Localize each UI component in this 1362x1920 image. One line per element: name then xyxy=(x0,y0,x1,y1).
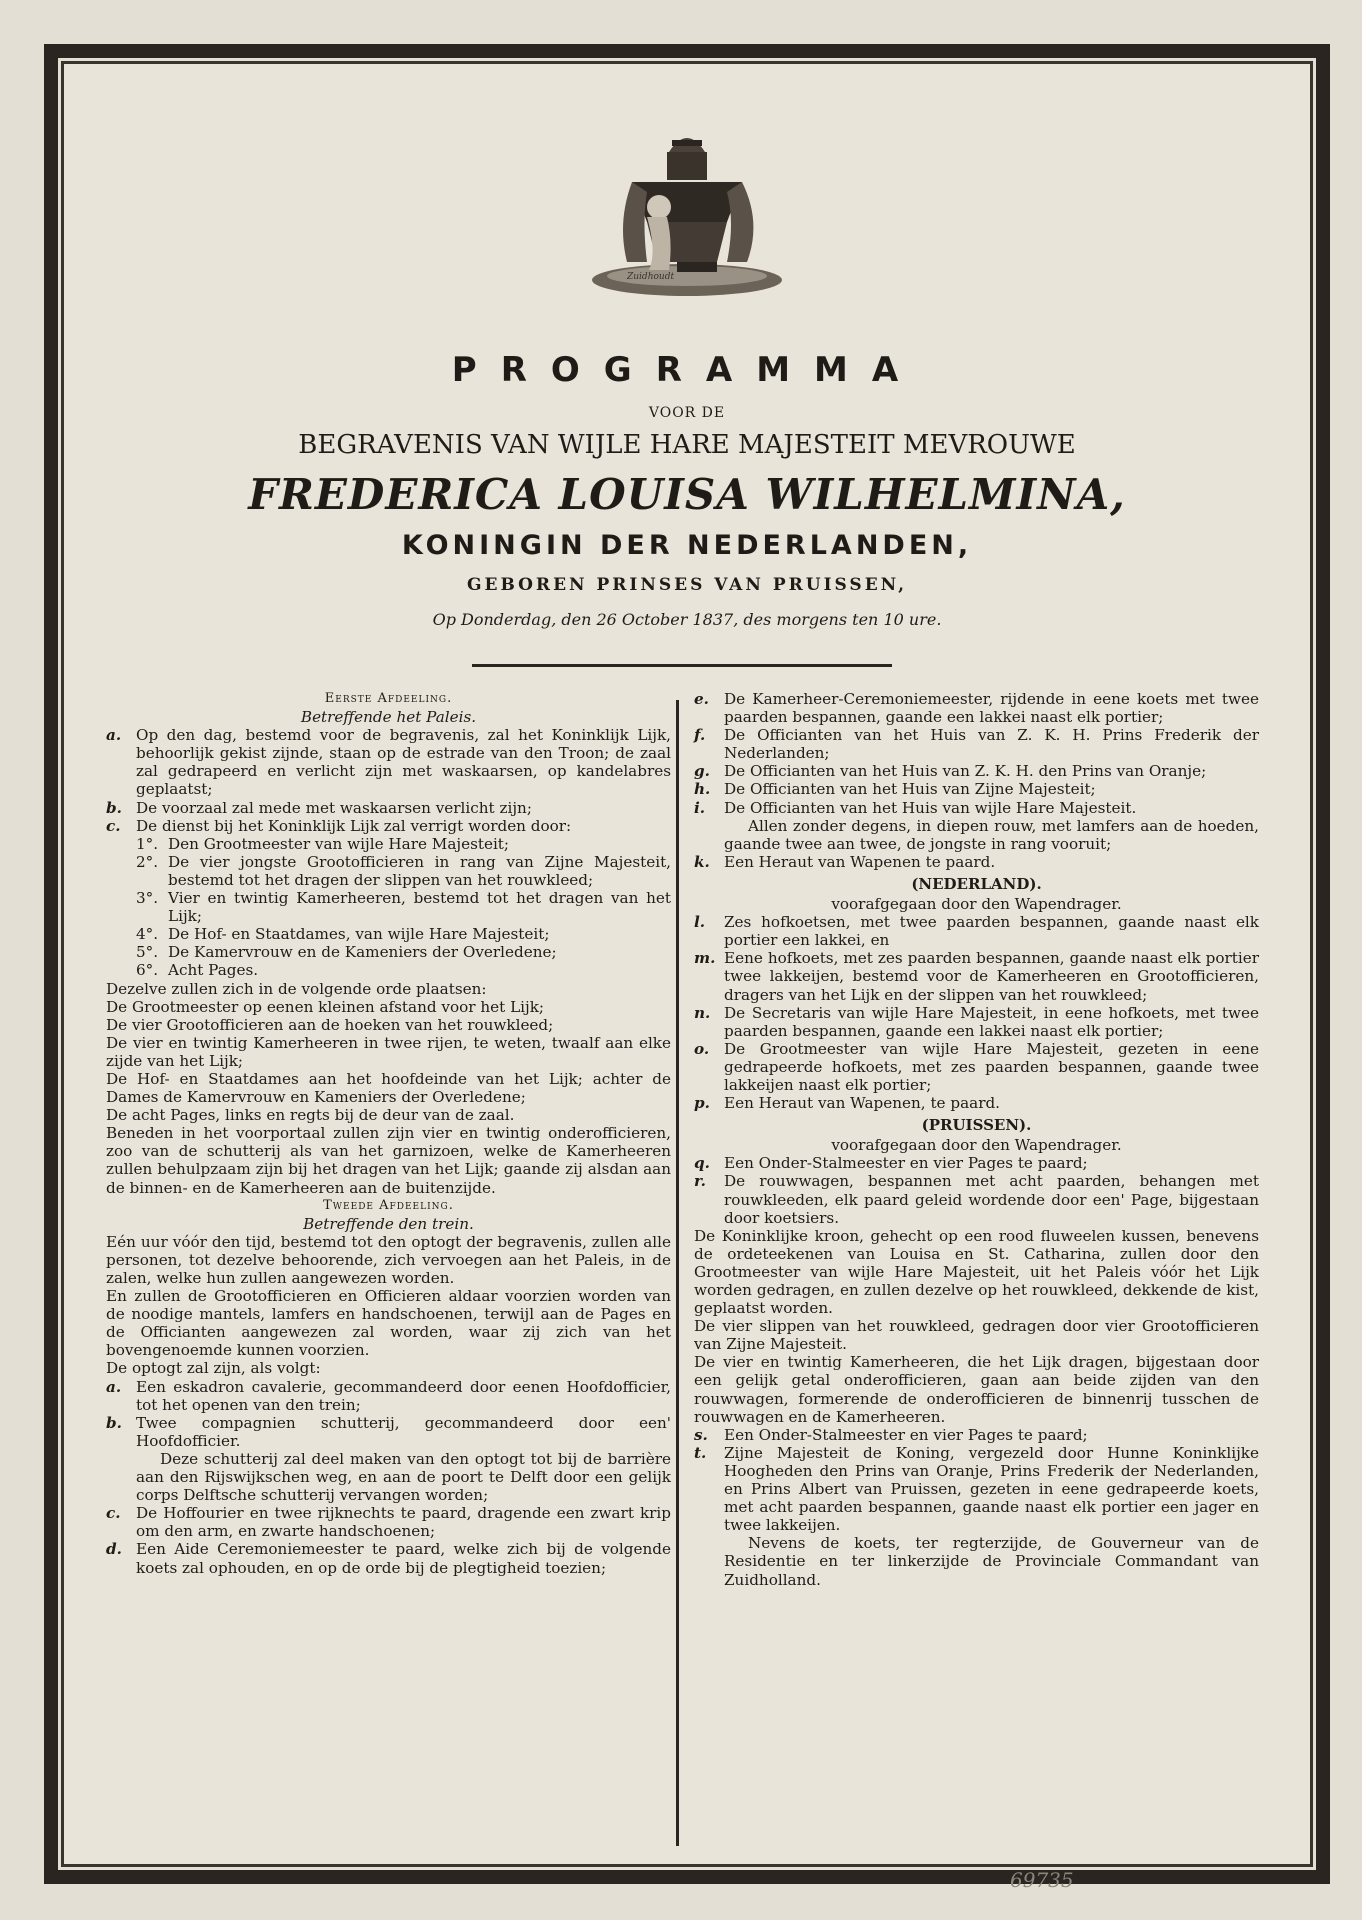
list-item xyxy=(694,762,1259,780)
item-label: a. xyxy=(106,1377,122,1396)
list-item xyxy=(106,1504,671,1540)
item-text: De Officianten van het Huis van Z. K. H. Prins Frederik der Nederlanden; xyxy=(724,726,1259,763)
item-text: Twee compagnien schutterij, gecommandeerd door een' Hoofdofficier. xyxy=(136,1413,671,1450)
paragraph: De Koninklijke kroon, gehecht op een rood fluweelen kussen, benevens de ordeteekenen van Louisa en St. Catharina, zullen door den Grootmeester van wijle Hare Majesteit, uit het Paleis vóór het Lijk worden gedragen, en zullen dezelve op het rouwkleed, dekkende de kist, geplaatst worden. xyxy=(694,1226,1259,1318)
item-text: De Officianten van het Huis van Z. K. H. den Prins van Oranje; xyxy=(724,762,1207,781)
list-item xyxy=(106,1540,671,1576)
right-column xyxy=(694,690,1259,1589)
title-programma: PROGRAMMA xyxy=(451,350,923,390)
sub-item-number: 5°. xyxy=(136,943,159,962)
item-text: Een Onder-Stalmeester en vier Pages te paard; xyxy=(724,1425,1088,1444)
item-label: s. xyxy=(694,1425,708,1444)
paragraph: De vier en twintig Kamerheeren in twee rijen, te weten, twaalf aan elke zijde van het Lijk; xyxy=(106,1033,671,1070)
item-text: Een Heraut van Wapenen te paard. xyxy=(724,852,996,871)
paragraph: De vier Grootofficieren aan de hoeken van het rouwkleed; xyxy=(106,1015,554,1034)
sub-item xyxy=(106,925,671,943)
section-1-title: Eerste Afdeeling. xyxy=(324,691,453,706)
section-1-subtitle: Betreffende het Paleis. xyxy=(300,708,477,727)
section-2-subtitle: Betreffende den trein. xyxy=(303,1214,474,1233)
item-text: De Hoffourier en twee rijknechts te paard, dragende een zwart krip om den arm, en zwarte handschoenen; xyxy=(136,1504,671,1541)
list-item xyxy=(106,726,671,798)
item-text: De Officianten van het Huis van Zijne Majesteit; xyxy=(724,780,1096,799)
title-divider xyxy=(472,664,892,667)
item-text: De voorzaal zal mede met waskaarsen verlicht zijn; xyxy=(136,798,532,817)
section-2-title: Tweede Afdeeling. xyxy=(323,1197,454,1213)
item-label: b. xyxy=(106,1413,122,1432)
item-label: a. xyxy=(106,726,122,745)
sub-item xyxy=(106,835,671,853)
sub-item xyxy=(106,853,671,889)
item-label: q. xyxy=(694,1154,710,1173)
paragraph: De vier slippen van het rouwkleed, gedragen door vier Grootofficieren van Zijne Majesteit. xyxy=(694,1317,1259,1354)
left-column xyxy=(106,690,671,1577)
sub-item-number: 6°. xyxy=(136,961,159,980)
sub-item xyxy=(106,889,671,925)
sub-item-number: 2°. xyxy=(136,852,159,871)
mourning-vignette-icon xyxy=(587,112,787,302)
item-text: Een eskadron cavalerie, gecommandeerd door eenen Hoofdofficier, tot het openen van den trein; xyxy=(136,1377,671,1414)
item-text: De Kamerheer-Ceremoniemeester, rijdende in eene koets met twee paarden bespannen, gaande een lakkei naast elk portier; xyxy=(724,690,1259,727)
item-text: De dienst bij het Koninklijk Lijk zal verrigt worden door: xyxy=(136,816,572,835)
paragraph: De optogt zal zijn, als volgt: xyxy=(106,1359,321,1378)
column-divider xyxy=(676,700,679,1846)
sub-item xyxy=(106,943,671,961)
list-item xyxy=(694,1004,1259,1040)
sub-item-text: Den Grootmeester van wijle Hare Majesteit; xyxy=(168,834,510,853)
item-text: Een Heraut van Wapenen, te paard. xyxy=(724,1094,1001,1113)
sub-item-text: De vier jongste Grootofficieren in rang van Zijne Majesteit, bestemd tot het dragen der slippen van het rouwkleed; xyxy=(168,852,671,889)
sub-item-text: Acht Pages. xyxy=(168,961,259,980)
paragraph: Nevens de koets, ter regterzijde, de Gouverneur van de Residentie en ter linkerzijde de Provinciale Commandant van Zuidholland. xyxy=(724,1534,1259,1589)
paragraph: Eén uur vóór den tijd, bestemd tot den optogt der begravenis, zullen alle personen, tot dezelve behoorende, zich vervoegen aan het Paleis, in de zalen, welke hun zullen aangewezen worden. xyxy=(106,1232,671,1287)
sub-item xyxy=(106,961,671,979)
paragraph: En zullen de Grootofficieren en Officieren aldaar voorzien worden van de noodige mantels, lamfers en handschoenen, terwijl aan de Pages en de Officianten aangewezen zal worden, waar zij zich van het bovengenoemde kunnen voorzien. xyxy=(106,1287,671,1360)
page-content xyxy=(72,72,1302,1856)
item-label: i. xyxy=(694,798,706,817)
list-item xyxy=(694,1444,1259,1534)
list-item xyxy=(694,853,1259,871)
paragraph: Allen zonder degens, in diepen rouw, met lamfers aan de hoeden, gaande twee aan twee, de jongste in rang vooruit; xyxy=(724,816,1259,853)
paragraph: voorafgegaan door den Wapendrager. xyxy=(831,895,1122,914)
item-text: De Officianten van het Huis van wijle Hare Majesteit. xyxy=(724,798,1137,817)
item-label: g. xyxy=(694,762,710,781)
title-date: Op Donderdag, den 26 October 1837, des morgens ten 10 ure. xyxy=(432,610,942,629)
item-label: m. xyxy=(694,949,716,968)
sub-item-text: De Hof- en Staatdames, van wijle Hare Majesteit; xyxy=(168,925,550,944)
item-text: De rouwwagen, bespannen met acht paarden, behangen met rouwkleeden, elk paard geleid wordende door een' Page, bijgestaan door koetsiers. xyxy=(724,1172,1259,1227)
item-text: De Secretaris van wijle Hare Majesteit, in eene hofkoets, met twee paarden bespannen, gaande een lakkei naast elk portier; xyxy=(724,1003,1259,1040)
item-text: Zes hofkoetsen, met twee paarden bespannen, gaande naast elk portier een lakkei, en xyxy=(724,913,1259,950)
section-nederland: (NEDERLAND). xyxy=(911,874,1042,893)
title-voor-de: VOOR DE xyxy=(648,405,726,421)
title-name: FREDERICA LOUISA WILHELMINA, xyxy=(248,470,1126,519)
item-text: Een Onder-Stalmeester en vier Pages te paard; xyxy=(724,1154,1088,1173)
item-label: f. xyxy=(694,726,706,745)
item-text: De Grootmeester van wijle Hare Majesteit, gezeten in eene gedrapeerde hofkoets, met zes paarden bespannen, gaande twee lakkeijen naast elk portier; xyxy=(724,1039,1259,1094)
paragraph: De acht Pages, links en regts bij de deur van de zaal. xyxy=(106,1106,515,1125)
sub-item-number: 3°. xyxy=(136,889,159,908)
sub-item-text: Vier en twintig Kamerheeren, bestemd tot het dragen van het Lijk; xyxy=(168,889,671,926)
mourning-border xyxy=(44,44,1330,1884)
paragraph: voorafgegaan door den Wapendrager. xyxy=(831,1136,1122,1155)
list-item xyxy=(106,1378,671,1414)
list-item xyxy=(694,1094,1259,1112)
list-item xyxy=(694,1040,1259,1094)
list-item xyxy=(694,780,1259,798)
item-label: d. xyxy=(106,1540,122,1559)
list-item xyxy=(106,799,671,817)
list-item xyxy=(694,1154,1259,1172)
list-item xyxy=(694,690,1259,726)
list-item xyxy=(694,913,1259,949)
item-text: Eene hofkoets, met zes paarden bespannen, gaande naast elk portier twee lakkeijen, bestemd voor de Kamerheeren en Grootofficieren, dragers van het Lijk en der slippen van het rouwkleed; xyxy=(724,949,1259,1004)
title-koningin: KONINGIN DER NEDERLANDEN, xyxy=(401,530,973,561)
paragraph: De vier en twintig Kamerheeren, die het Lijk dragen, bijgestaan door een gelijk getal onderofficieren, gaan aan beide zijden van den rouwwagen, formerende de onderofficieren de binnenrij tusschen de rouwwagen en de Kamerheeren. xyxy=(694,1353,1259,1426)
paragraph: Deze schutterij zal deel maken van den optogt tot bij de barrière aan den Rijswijkschen weg, en aan de poort te Delft door een gelijk corps Delftsche schutterij vervangen worden; xyxy=(136,1449,671,1505)
item-label: c. xyxy=(106,816,121,835)
item-label: c. xyxy=(106,1504,121,1523)
list-item xyxy=(106,1414,671,1450)
item-text: Op den dag, bestemd voor de begravenis, zal het Koninklijk Lijk, behoorlijk gekist zijnde, staan op de estrade van den Troon; de zaal zal gedrapeerd en verlicht zijn met waskaarsen, op kandelabres geplaatst; xyxy=(136,726,671,799)
list-item xyxy=(694,1172,1259,1226)
item-label: t. xyxy=(694,1443,707,1462)
item-label: b. xyxy=(106,798,122,817)
paragraph: Beneden in het voorportaal zullen zijn vier en twintig onderofficieren, zoo van de schutterij als van het garnizoen, welke de Kamerheeren zullen behulpzaam zijn bij het dragen van het Lijk; gaande zij alsdan aan de binnen- en de Kamerheeren aan de buitenzijde. xyxy=(106,1124,671,1197)
item-text: Zijne Majesteit de Koning, vergezeld door Hunne Koninklijke Hoogheden den Prins van Oranje, Prins Frederik der Nederlanden, en Prins Albert van Pruissen, gezeten in eene gedrapeerde koets, met acht paarden bespannen, gaande naast elk portier een jager en twee lakkeijen. xyxy=(724,1443,1259,1535)
paragraph: Dezelve zullen zich in de volgende orde plaatsen: xyxy=(106,979,487,998)
item-label: h. xyxy=(694,780,711,799)
list-item xyxy=(694,726,1259,762)
title-geboren: GEBOREN PRINSES VAN PRUISSEN, xyxy=(466,575,908,595)
item-text: Een Aide Ceremoniemeester te paard, welke zich bij de volgende koets zal ophouden, en op de orde bij de plegtigheid toezien; xyxy=(136,1540,671,1577)
sub-item-number: 1°. xyxy=(136,834,159,853)
item-label: p. xyxy=(694,1094,710,1113)
item-label: k. xyxy=(694,852,710,871)
list-item xyxy=(694,799,1259,817)
item-label: n. xyxy=(694,1003,711,1022)
list-item xyxy=(694,949,1259,1003)
list-item xyxy=(694,1426,1259,1444)
section-pruissen: (PRUISSEN). xyxy=(921,1116,1032,1135)
sub-item-text: De Kamervrouw en de Kameniers der Overledene; xyxy=(168,943,557,962)
item-label: r. xyxy=(694,1172,706,1191)
item-label: e. xyxy=(694,690,709,708)
item-label: l. xyxy=(694,913,706,932)
title-begravenis: BEGRAVENIS VAN WIJLE HARE MAJESTEIT MEVROUWE xyxy=(298,430,1076,460)
paragraph: De Grootmeester op eenen kleinen afstand voor het Lijk; xyxy=(106,997,545,1016)
paragraph: De Hof- en Staatdames aan het hoofdeinde van het Lijk; achter de Dames de Kamervrouw en Kameniers der Overledene; xyxy=(106,1069,671,1107)
sub-item-number: 4°. xyxy=(136,925,159,944)
archive-number: 69735 xyxy=(1010,1868,1074,1892)
item-label: o. xyxy=(694,1039,710,1058)
list-item xyxy=(106,817,671,835)
vignette-caption: Zuidhoudt xyxy=(627,272,675,282)
